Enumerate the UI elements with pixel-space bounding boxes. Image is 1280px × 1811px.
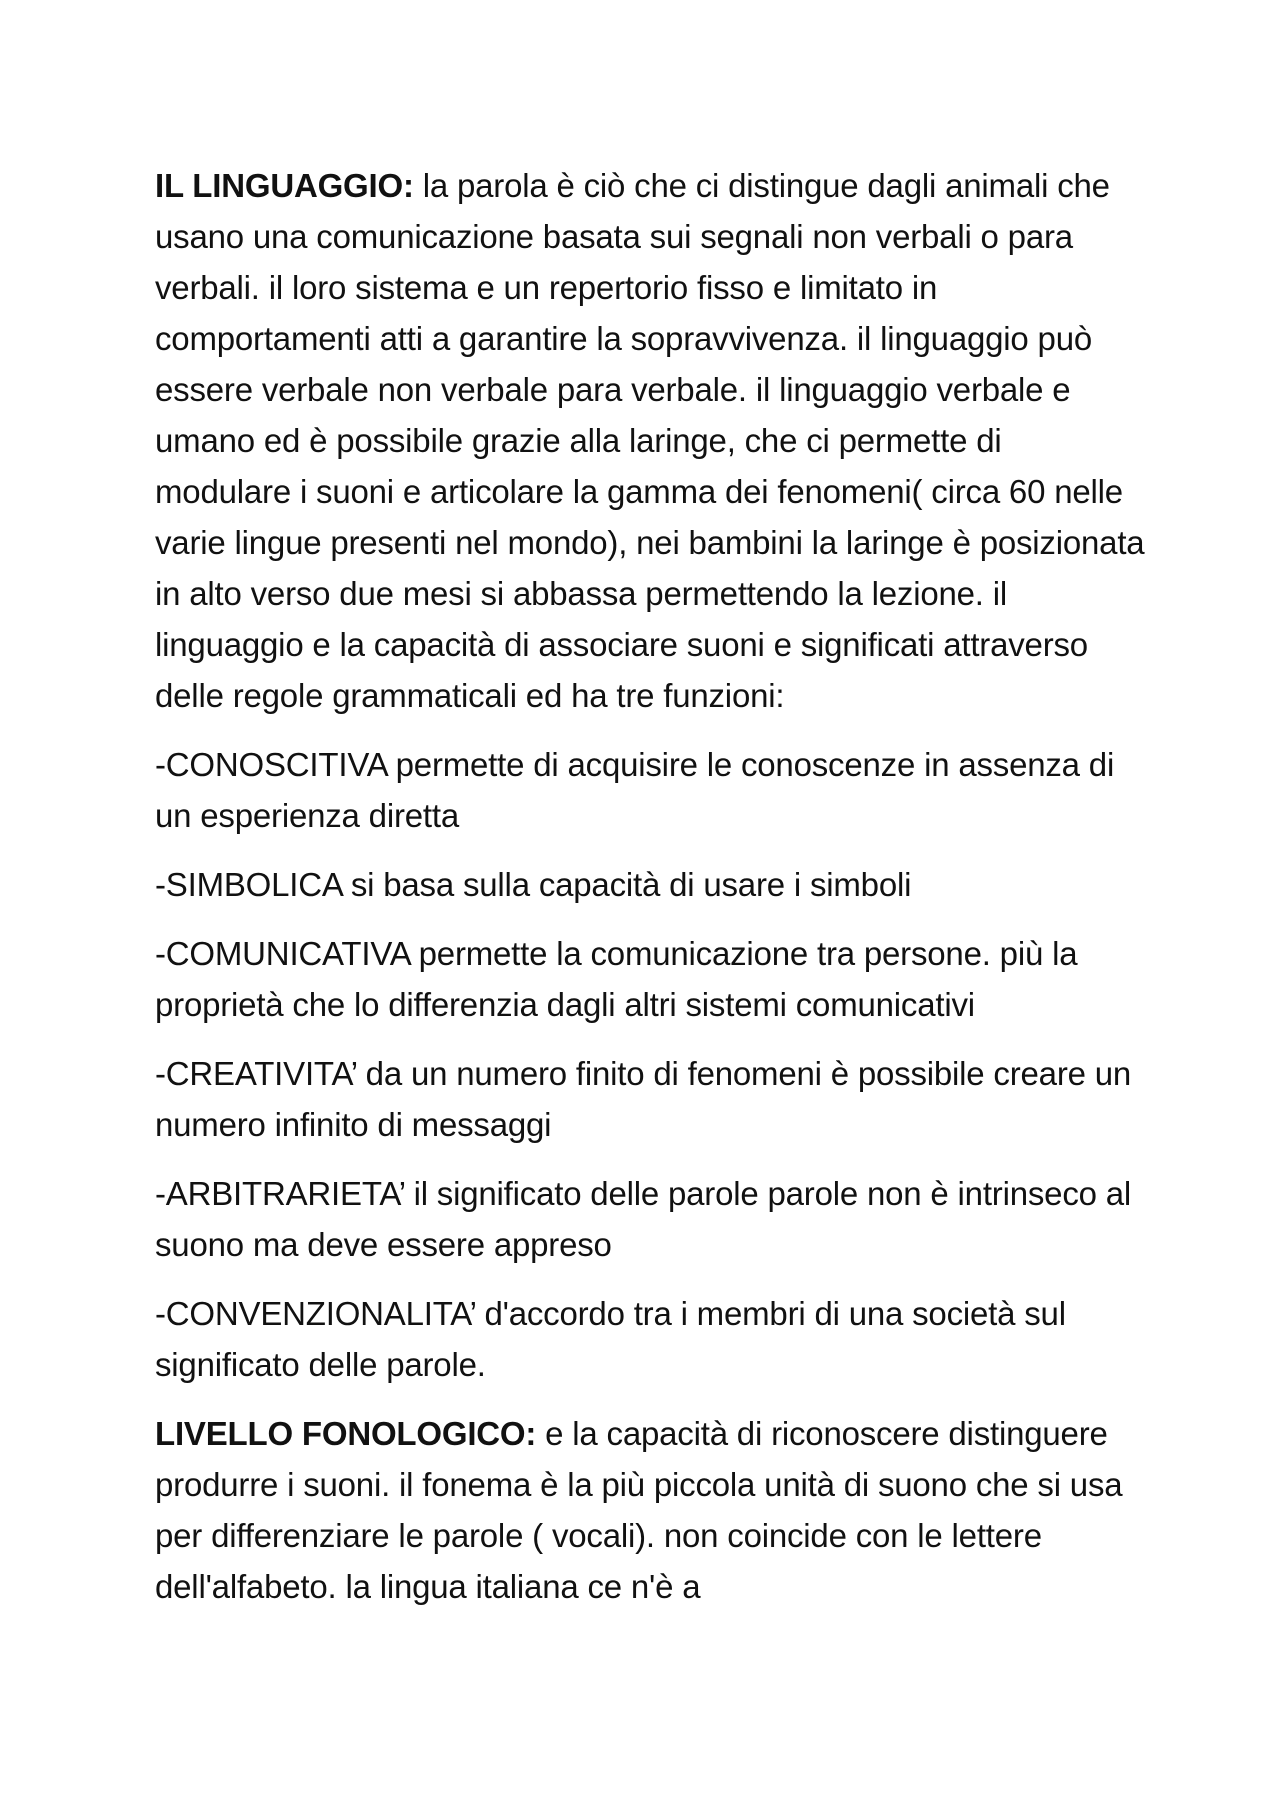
function-item-comunicativa: -COMUNICATIVA permette la comunicazione tra persone. più la proprietà che lo differenzia dagli altri sistemi comunicativi	[155, 935, 1078, 1023]
section-heading-fonologico: LIVELLO FONOLOGICO:	[155, 1415, 537, 1452]
function-item-convenzionalita: -CONVENZIONALITA’ d'accordo tra i membri di una società sul significato delle parole.	[155, 1295, 1066, 1383]
document-page	[155, 160, 1145, 1630]
function-item-simbolica: -SIMBOLICA si basa sulla capacità di usare i simboli	[155, 866, 912, 903]
function-item-creativita: -CREATIVITA’ da un numero finito di fenomeni è possibile creare un numero infinito di messaggi	[155, 1055, 1132, 1143]
fonologico-paragraph	[155, 1408, 1145, 1612]
function-item-conoscitiva: -CONOSCITIVA permette di acquisire le conoscenze in assenza di un esperienza diretta	[155, 746, 1115, 834]
fonologico-text: e la capacità di riconoscere distinguere produrre i suoni. il fonema è la più piccola unità di suono che si usa per differenziare le parole ( vocali). non coincide con le lettere dell'alfabeto. la lingua italiana ce n'è a	[155, 1415, 1123, 1605]
intro-paragraph	[155, 160, 1145, 721]
intro-text: la parola è ciò che ci distingue dagli animali che usano una comunicazione basata sui segnali non verbali o para verbali. il loro sistema e un repertorio fisso e limitato in comportamenti atti a garantire la sopravvivenza. il linguaggio può essere verbale non verbale para verbale. il linguaggio verbale e umano ed è possibile grazie alla laringe, che ci permette di modulare i suoni e articolare la gamma dei fenomeni( circa 60 nelle varie lingue presenti nel mondo), nei bambini la laringe è posizionata in alto verso due mesi si abbassa permettendo la lezione. il linguaggio e la capacità di associare suoni e significati attraverso delle regole grammaticali ed ha tre funzioni:	[155, 167, 1145, 714]
function-item-arbitrarieta: -ARBITRARIETA’ il significato delle parole parole non è intrinseco al suono ma deve essere appreso	[155, 1175, 1132, 1263]
section-heading-linguaggio: IL LINGUAGGIO:	[155, 167, 414, 204]
